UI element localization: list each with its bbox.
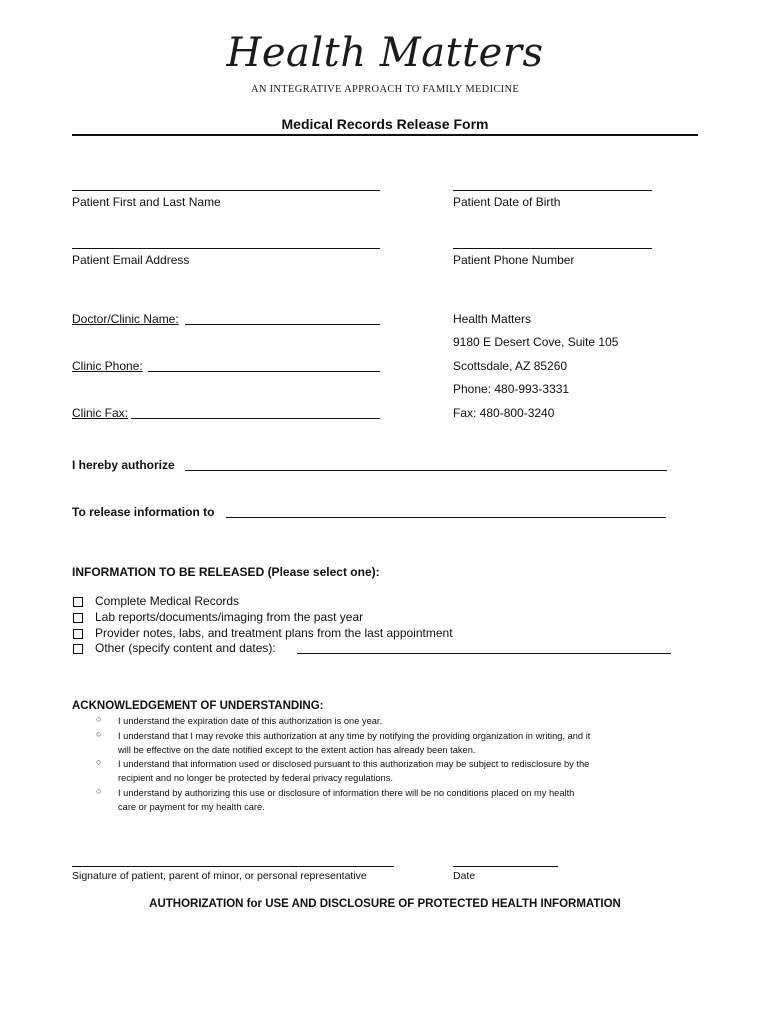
- option-checkbox-lab-reports[interactable]: [73, 613, 83, 623]
- clinic-phone-field[interactable]: [148, 371, 380, 372]
- info-heading: INFORMATION TO BE RELEASED (Please select one):: [72, 565, 380, 579]
- option-checkbox-other[interactable]: [73, 644, 83, 654]
- signature-label: Signature of patient, parent of minor, or personal representative: [72, 870, 367, 882]
- logo-name: Health Matters: [226, 30, 544, 76]
- phone-label: Patient Phone Number: [453, 253, 575, 267]
- email-label: Patient Email Address: [72, 253, 190, 267]
- clinic-fax-label: Clinic Fax:: [72, 406, 129, 420]
- clinic-info-address2: Scottsdale, AZ 85260: [453, 359, 568, 373]
- email-field[interactable]: [72, 248, 380, 249]
- other-specify-field[interactable]: [297, 653, 671, 654]
- clinic-info-name: Health Matters: [453, 312, 532, 326]
- ack-item-1-line-1: I understand the expiration date of this authorization is one year.: [118, 716, 383, 726]
- authorize-label: I hereby authorize: [72, 458, 175, 472]
- doctor-clinic-field[interactable]: [185, 324, 380, 325]
- clinic-info-fax: Fax: 480-800-3240: [453, 406, 555, 420]
- ack-item-3-line-1: I understand that information used or disclosed pursuant to this authorization may be subject to redisclosure by the: [118, 759, 590, 769]
- release-to-field[interactable]: [226, 517, 666, 518]
- ack-item-2-line-2: will be effective on the date notified except to the extent action has already been taken.: [118, 745, 476, 755]
- option-label-other: Other (specify content and dates):: [95, 641, 276, 655]
- first-last-name-field[interactable]: [72, 190, 380, 191]
- logo-tagline: AN INTEGRATIVE APPROACH TO FAMILY MEDICINE: [250, 84, 520, 95]
- ack-bullet-icon: ○: [96, 757, 102, 767]
- authorize-field[interactable]: [185, 470, 667, 471]
- title-divider: [72, 134, 698, 136]
- option-label-complete: Complete Medical Records: [95, 594, 240, 608]
- ack-bullet-icon: ○: [96, 786, 102, 796]
- first-last-name-label: Patient First and Last Name: [72, 195, 221, 209]
- clinic-fax-field[interactable]: [131, 418, 380, 419]
- doctor-clinic-label: Doctor/Clinic Name:: [72, 312, 179, 326]
- date-label: Date: [453, 870, 476, 882]
- date-of-birth-field[interactable]: [453, 190, 652, 191]
- ack-bullet-icon: ○: [96, 714, 102, 724]
- signature-field[interactable]: [72, 866, 394, 867]
- clinic-phone-label: Clinic Phone:: [72, 359, 143, 373]
- option-label-provider-notes: Provider notes, labs, and treatment plans from the last appointment: [95, 626, 453, 640]
- ack-item-4-line-2: care or payment for my health care.: [118, 802, 265, 812]
- ack-bullet-icon: ○: [96, 729, 102, 739]
- ack-heading: ACKNOWLEDGEMENT OF UNDERSTANDING:: [72, 700, 324, 712]
- ack-item-2-line-1: I understand that I may revoke this authorization at any time by notifying the providing organization in writing, and it: [118, 731, 591, 741]
- page-title: Medical Records Release Form: [281, 116, 489, 132]
- release-to-label: To release information to: [72, 505, 215, 519]
- footer-title: AUTHORIZATION for USE AND DISCLOSURE OF PROTECTED HEALTH INFORMATION: [149, 898, 621, 910]
- phone-field[interactable]: [453, 248, 652, 249]
- date-of-birth-label: Patient Date of Birth: [453, 195, 561, 209]
- clinic-info-phone: Phone: 480-993-3331: [453, 382, 570, 396]
- ack-item-4-line-1: I understand by authorizing this use or disclosure of information there will be no conditions placed on my health: [118, 788, 575, 798]
- date-field[interactable]: [453, 866, 558, 867]
- option-checkbox-complete[interactable]: [73, 597, 83, 607]
- ack-item-3-line-2: recipient and no longer be protected by federal privacy regulations.: [118, 773, 393, 783]
- option-label-lab-reports: Lab reports/documents/imaging from the past year: [95, 610, 364, 624]
- clinic-info-address1: 9180 E Desert Cove, Suite 105: [453, 335, 619, 349]
- option-checkbox-provider-notes[interactable]: [73, 629, 83, 639]
